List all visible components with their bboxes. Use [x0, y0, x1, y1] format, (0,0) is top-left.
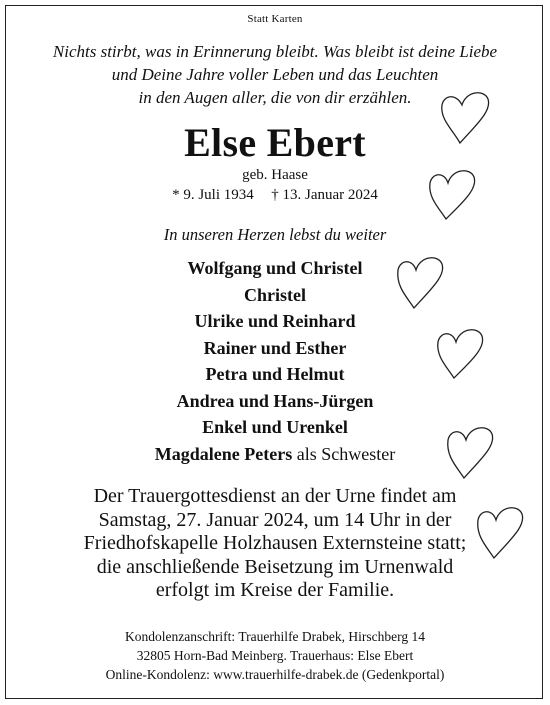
- service-line: die anschließende Beisetzung im Urnenwald: [96, 555, 454, 578]
- poem-line: Nichts stirbt, was in Erinnerung bleibt. Was bleibt ist deine Liebe: [52, 42, 498, 61]
- heart-outline-icon: [430, 322, 492, 384]
- mourner-item: Wolfgang und Christel: [187, 258, 363, 278]
- contact-line: 32805 Horn-Bad Meinberg. Trauerhaus: Else Ebert: [136, 648, 414, 663]
- birth-date: * 9. Juli 1934: [172, 187, 254, 203]
- heart-outline-icon: [424, 165, 482, 225]
- service-line: Samstag, 27. Januar 2024, um 14 Uhr in der: [98, 508, 452, 531]
- mourner-item: Rainer und Esther: [203, 337, 347, 358]
- service-line: erfolgt im Kreise der Familie.: [155, 579, 395, 601]
- mourner-item: Christel: [244, 284, 306, 305]
- death-date: † 13. Januar 2024: [271, 187, 378, 203]
- deceased-name: Else Ebert: [184, 120, 366, 165]
- service-line: Friedhofskapelle Holzhausen Externsteine statt;: [83, 532, 467, 554]
- sister-name: Magdalene Peters: [154, 443, 293, 464]
- birth-name: geb. Haase: [242, 167, 308, 183]
- contact-line: Online-Kondolenz: www.trauerhilfe-drabek.de (Gedenkportal): [105, 667, 445, 682]
- service-details: [0, 485, 550, 603]
- mourning-intro: In unseren Herzen lebst du weiter: [163, 225, 387, 244]
- contact-line: Kondolenzanschrift: Trauerhilfe Drabek, Hirschberg 14: [124, 629, 426, 644]
- service-line: Der Trauergottesdienst an der Urne findet am: [93, 485, 457, 507]
- heart-outline-icon: [390, 250, 452, 314]
- header-note: Statt Karten: [247, 13, 303, 25]
- mourner-item: Enkel und Urenkel: [202, 417, 348, 437]
- mourner-item: Andrea und Hans-Jürgen: [176, 390, 374, 411]
- mourner-item: Petra und Helmut: [205, 364, 345, 384]
- sister-relation: als Schwester: [292, 443, 396, 464]
- heart-outline-icon: [440, 420, 502, 484]
- poem-line: und Deine Jahre voller Leben und das Leuchten: [111, 65, 439, 84]
- mourner-item: Ulrike und Reinhard: [194, 311, 356, 331]
- heart-outline-icon: [470, 500, 532, 564]
- contact-info: [0, 627, 550, 684]
- poem-line: in den Augen aller, die von dir erzählen.: [138, 88, 412, 107]
- heart-outline-icon: [434, 85, 498, 149]
